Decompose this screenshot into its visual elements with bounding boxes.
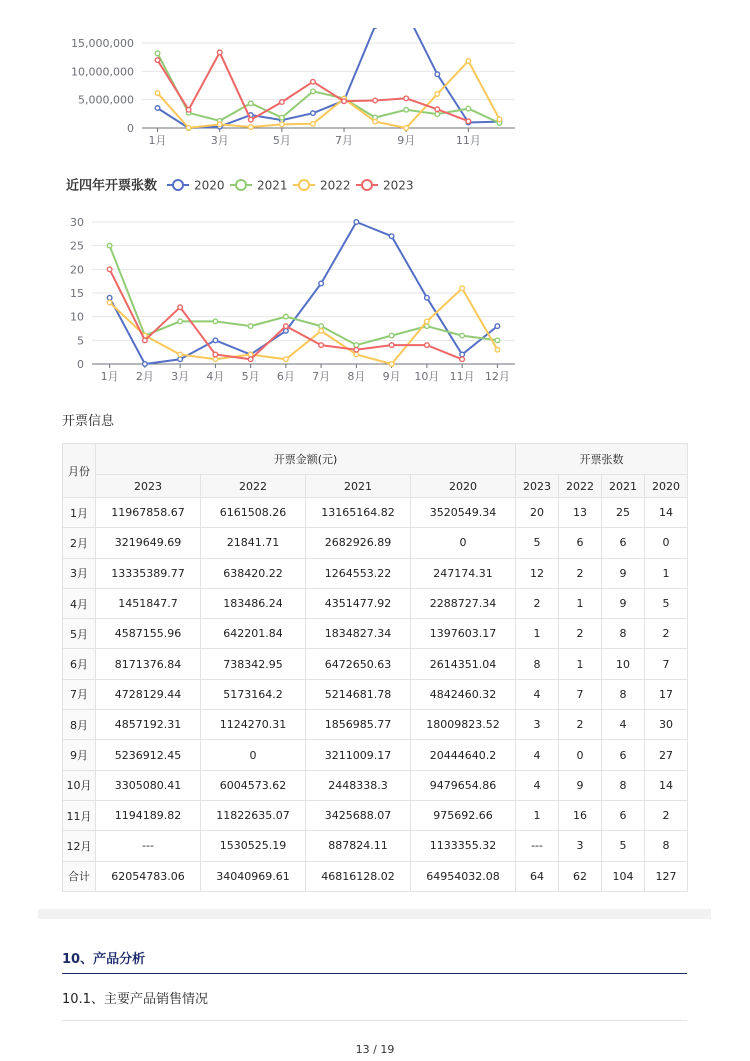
amount-cell: 62054783.06	[96, 861, 201, 891]
amount-cell: 4728129.44	[96, 679, 201, 709]
data-point-2020	[435, 72, 440, 77]
amount-cell: 8171376.84	[96, 649, 201, 679]
data-point-2021	[213, 319, 218, 324]
y-tick-label: 15,000,000	[71, 37, 134, 50]
data-point-2022	[178, 352, 183, 357]
subheading-underline	[62, 1020, 687, 1021]
data-point-2022	[319, 329, 324, 334]
count-cell: 127	[645, 861, 688, 891]
count-cell: 17	[645, 679, 688, 709]
data-point-2022	[497, 117, 502, 122]
data-point-2022	[354, 352, 359, 357]
count-cell: ---	[516, 831, 559, 861]
amount-cell: 247174.31	[411, 558, 516, 588]
x-tick-label: 9月	[382, 370, 401, 383]
data-point-2023	[248, 357, 253, 362]
data-point-2021	[248, 324, 253, 329]
x-tick-label: 6月	[276, 370, 295, 383]
data-point-2023	[311, 79, 316, 84]
data-point-2023	[389, 343, 394, 348]
data-point-2020	[155, 106, 160, 111]
x-tick-label: 1月	[148, 134, 167, 147]
x-tick-label: 10月	[414, 370, 440, 383]
data-point-2023	[248, 117, 253, 122]
count-cell: 0	[645, 528, 688, 558]
data-point-2022	[248, 125, 253, 130]
month-cell: 12月	[63, 831, 96, 861]
amount-cell: 5236912.45	[96, 740, 201, 770]
amount-year-header: 2020	[411, 475, 516, 498]
amount-cell: 1264553.22	[306, 558, 411, 588]
amount-cell: 642201.84	[201, 619, 306, 649]
table-row	[63, 528, 688, 558]
amount-cell: 975692.66	[411, 800, 516, 830]
y-tick-label: 10	[70, 310, 84, 324]
amount-cell: 638420.22	[201, 558, 306, 588]
table-row	[63, 588, 688, 618]
amount-cell: 3211009.17	[306, 740, 411, 770]
data-point-2022	[495, 348, 500, 353]
count-cell: 5	[645, 588, 688, 618]
data-point-2020	[319, 281, 324, 286]
count-cell: 9	[602, 558, 645, 588]
data-point-2021	[284, 314, 289, 319]
data-point-2020	[143, 362, 148, 367]
legend-label-2020: 2020	[194, 178, 225, 193]
count-cell: 5	[602, 831, 645, 861]
data-point-2022	[248, 352, 253, 357]
amount-cell: 6004573.62	[201, 770, 306, 800]
amount-cell: 887824.11	[306, 831, 411, 861]
data-point-2022	[425, 319, 430, 324]
data-point-2020	[389, 234, 394, 239]
amount-year-header: 2023	[96, 475, 201, 498]
data-point-2023	[280, 100, 285, 105]
x-tick-label: 7月	[312, 370, 331, 383]
data-point-2023	[466, 119, 471, 124]
count-cell: 20	[516, 498, 559, 528]
table-row	[63, 649, 688, 679]
amount-cell: 9479654.86	[411, 770, 516, 800]
count-cell: 4	[602, 710, 645, 740]
count-cell: 14	[645, 498, 688, 528]
amount-cell: 1397603.17	[411, 619, 516, 649]
data-point-2021	[155, 51, 160, 56]
amount-cell: 1834827.34	[306, 619, 411, 649]
month-cell: 6月	[63, 649, 96, 679]
data-point-2020	[460, 352, 465, 357]
data-point-2023	[460, 357, 465, 362]
data-point-2020	[107, 295, 112, 300]
amount-year-header: 2022	[201, 475, 306, 498]
y-tick-label: 10,000,000	[71, 65, 134, 79]
x-tick-label: 3月	[210, 134, 229, 147]
data-point-2021	[107, 243, 112, 248]
amount-cell: 3219649.69	[96, 528, 201, 558]
count-cell: 1	[516, 619, 559, 649]
data-point-2023	[373, 98, 378, 103]
x-tick-label: 1月	[100, 370, 119, 383]
count-cell: 25	[602, 498, 645, 528]
data-point-2023	[143, 338, 148, 343]
amount-cell: ---	[96, 831, 201, 861]
y-tick-label: 5,000,000	[78, 93, 134, 107]
count-cell: 3	[559, 831, 602, 861]
count-year-header: 2023	[516, 475, 559, 498]
count-cell: 16	[559, 800, 602, 830]
amount-cell: 20444640.2	[411, 740, 516, 770]
count-cell: 3	[516, 710, 559, 740]
amount-cell: 11967858.67	[96, 498, 201, 528]
count-cell: 13	[559, 498, 602, 528]
chart-title: 近四年开票张数	[66, 178, 158, 194]
amount-cell: 46816128.02	[306, 861, 411, 891]
y-tick-label: 5	[77, 334, 84, 348]
month-cell: 2月	[63, 528, 96, 558]
count-cell: 8	[645, 831, 688, 861]
amount-cell: 4587155.96	[96, 619, 201, 649]
count-cell: 30	[645, 710, 688, 740]
amount-cell: 1856985.77	[306, 710, 411, 740]
data-point-2020	[213, 338, 218, 343]
amount-cell: 2682926.89	[306, 528, 411, 558]
data-point-2021	[460, 333, 465, 338]
heading-product-analysis: 10、产品分析	[62, 952, 146, 967]
count-cell: 6	[602, 528, 645, 558]
data-point-2020	[284, 329, 289, 334]
month-column-header: 月份	[63, 444, 96, 498]
count-cell: 7	[559, 679, 602, 709]
legend-label-2022: 2022	[320, 178, 351, 193]
x-tick-label: 11月	[455, 134, 481, 147]
data-point-2022	[186, 126, 191, 131]
count-cell: 6	[602, 800, 645, 830]
count-cell: 4	[516, 770, 559, 800]
data-point-2022	[404, 126, 409, 131]
legend-label-2021: 2021	[257, 178, 288, 193]
data-point-2023	[186, 107, 191, 112]
data-point-2023	[213, 352, 218, 357]
amount-cell: 0	[411, 528, 516, 558]
amount-cell: 4351477.92	[306, 588, 411, 618]
amount-cell: 18009823.52	[411, 710, 516, 740]
table-row	[63, 558, 688, 588]
amount-cell: 3520549.34	[411, 498, 516, 528]
data-point-2022	[435, 92, 440, 97]
amount-cell: 64954032.08	[411, 861, 516, 891]
count-year-header: 2021	[602, 475, 645, 498]
amount-cell: 4857192.31	[96, 710, 201, 740]
count-cell: 2	[559, 619, 602, 649]
data-point-2021	[311, 89, 316, 94]
legend-label-2023: 2023	[383, 178, 414, 193]
x-tick-label: 5月	[241, 370, 260, 383]
data-point-2021	[435, 112, 440, 117]
data-point-2020	[425, 295, 430, 300]
legend-marker-2023	[362, 180, 372, 190]
data-point-2022	[213, 357, 218, 362]
x-tick-label: 4月	[206, 370, 225, 383]
heading-main-product-sales: 10.1、主要产品销售情况	[62, 992, 208, 1007]
amount-cell: 4842460.32	[411, 679, 516, 709]
data-point-2020	[495, 324, 500, 329]
amount-cell: 738342.95	[201, 649, 306, 679]
amount-cell: 2614351.04	[411, 649, 516, 679]
x-tick-label: 2月	[135, 370, 154, 383]
month-cell: 7月	[63, 679, 96, 709]
count-year-header: 2020	[645, 475, 688, 498]
heading-underline	[62, 973, 687, 974]
count-cell: 62	[559, 861, 602, 891]
amount-cell: 1133355.32	[411, 831, 516, 861]
count-cell: 1	[559, 588, 602, 618]
page-number: 13 / 19	[355, 1043, 395, 1056]
amount-cell: 34040969.61	[201, 861, 306, 891]
month-cell: 10月	[63, 770, 96, 800]
data-point-2022	[284, 357, 289, 362]
data-point-2022	[460, 286, 465, 291]
table-row	[63, 800, 688, 830]
amount-cell: 6472650.63	[306, 649, 411, 679]
x-tick-label: 8月	[347, 370, 366, 383]
count-cell: 9	[559, 770, 602, 800]
x-tick-label: 3月	[171, 370, 190, 383]
amount-cell: 3425688.07	[306, 800, 411, 830]
data-point-2023	[354, 348, 359, 353]
amount-cell: 183486.24	[201, 588, 306, 618]
data-point-2022	[280, 122, 285, 127]
count-cell: 12	[516, 558, 559, 588]
y-tick-label: 0	[77, 358, 84, 371]
count-cell: 8	[602, 619, 645, 649]
data-point-2021	[389, 333, 394, 338]
count-cell: 8	[516, 649, 559, 679]
amount-cell: 2448338.3	[306, 770, 411, 800]
amount-cell: 1194189.82	[96, 800, 201, 830]
month-cell: 9月	[63, 740, 96, 770]
data-point-2023	[178, 305, 183, 310]
count-cell: 9	[602, 588, 645, 618]
data-point-2020	[178, 357, 183, 362]
count-cell: 6	[602, 740, 645, 770]
x-tick-label: 11月	[449, 370, 475, 383]
month-cell: 合计	[63, 861, 96, 891]
data-point-2022	[373, 119, 378, 124]
count-cell: 1	[516, 800, 559, 830]
count-cell: 2	[645, 800, 688, 830]
amount-cell: 13165164.82	[306, 498, 411, 528]
table-row	[63, 740, 688, 770]
count-cell: 10	[602, 649, 645, 679]
data-point-2021	[466, 106, 471, 111]
count-cell: 4	[516, 679, 559, 709]
count-cell: 104	[602, 861, 645, 891]
x-tick-label: 5月	[272, 134, 291, 147]
legend-marker-2022	[299, 180, 309, 190]
count-cell: 2	[559, 558, 602, 588]
count-cell: 8	[602, 679, 645, 709]
data-point-2021	[178, 319, 183, 324]
amount-cell: 1451847.7	[96, 588, 201, 618]
amount-cell: 3305080.41	[96, 770, 201, 800]
invoice-amount-line-chart	[0, 28, 750, 153]
series-line-2021	[110, 246, 498, 345]
data-point-2023	[319, 343, 324, 348]
data-point-2022	[107, 300, 112, 305]
amount-cell: 1124270.31	[201, 710, 306, 740]
count-cell: 14	[645, 770, 688, 800]
amount-year-header: 2021	[306, 475, 411, 498]
count-cell: 2	[516, 588, 559, 618]
amount-cell: 11822635.07	[201, 800, 306, 830]
data-point-2023	[342, 99, 347, 104]
count-cell: 7	[645, 649, 688, 679]
data-point-2022	[466, 59, 471, 64]
data-point-2022	[389, 362, 394, 367]
data-point-2022	[311, 122, 316, 127]
table-row	[63, 498, 688, 528]
y-tick-label: 30	[70, 216, 84, 229]
data-point-2021	[248, 101, 253, 106]
table-row	[63, 770, 688, 800]
count-cell: 64	[516, 861, 559, 891]
amount-cell: 0	[201, 740, 306, 770]
table-row	[63, 831, 688, 861]
data-point-2020	[354, 220, 359, 225]
count-cell: 27	[645, 740, 688, 770]
amount-group-header: 开票金额(元)	[96, 444, 516, 475]
data-point-2023	[107, 267, 112, 272]
count-cell: 5	[516, 528, 559, 558]
y-tick-label: 25	[70, 239, 84, 253]
data-point-2023	[425, 343, 430, 348]
section-divider-band	[38, 909, 711, 919]
data-point-2022	[217, 122, 222, 127]
count-year-header: 2022	[559, 475, 602, 498]
month-cell: 1月	[63, 498, 96, 528]
legend-marker-2021	[236, 180, 246, 190]
y-tick-label: 15	[70, 287, 84, 300]
amount-cell: 5214681.78	[306, 679, 411, 709]
month-cell: 11月	[63, 800, 96, 830]
month-cell: 4月	[63, 588, 96, 618]
data-point-2023	[404, 96, 409, 101]
section-title: 开票信息	[62, 414, 115, 429]
month-cell: 8月	[63, 710, 96, 740]
data-point-2021	[495, 338, 500, 343]
invoice-count-line-chart	[0, 170, 750, 388]
data-point-2023	[284, 324, 289, 329]
data-point-2023	[435, 107, 440, 112]
month-cell: 5月	[63, 619, 96, 649]
data-point-2023	[155, 58, 160, 63]
count-cell: 6	[559, 528, 602, 558]
table-row	[63, 710, 688, 740]
count-cell: 0	[559, 740, 602, 770]
amount-cell: 5173164.2	[201, 679, 306, 709]
data-point-2021	[319, 324, 324, 329]
amount-cell: 6161508.26	[201, 498, 306, 528]
data-point-2020	[311, 111, 316, 116]
table-row	[63, 679, 688, 709]
x-tick-label: 12月	[484, 370, 510, 383]
amount-cell: 13335389.77	[96, 558, 201, 588]
data-point-2023	[217, 50, 222, 55]
data-point-2021	[404, 108, 409, 113]
data-point-2021	[354, 343, 359, 348]
amount-cell: 1530525.19	[201, 831, 306, 861]
count-cell: 1	[645, 558, 688, 588]
count-cell: 4	[516, 740, 559, 770]
y-tick-label: 20	[70, 263, 84, 277]
amount-cell: 2288727.34	[411, 588, 516, 618]
month-cell: 3月	[63, 558, 96, 588]
table-row	[63, 619, 688, 649]
amount-cell: 21841.71	[201, 528, 306, 558]
legend-marker-2020	[173, 180, 183, 190]
count-cell: 1	[559, 649, 602, 679]
count-cell: 8	[602, 770, 645, 800]
data-point-2021	[280, 115, 285, 120]
count-cell: 2	[559, 710, 602, 740]
x-tick-label: 7月	[335, 134, 354, 147]
data-point-2022	[155, 91, 160, 96]
count-cell: 2	[645, 619, 688, 649]
x-tick-label: 9月	[397, 134, 416, 147]
y-tick-label: 0	[127, 122, 134, 135]
table-row	[63, 861, 688, 891]
count-group-header: 开票张数	[516, 444, 688, 475]
invoice-info-table	[62, 443, 688, 892]
